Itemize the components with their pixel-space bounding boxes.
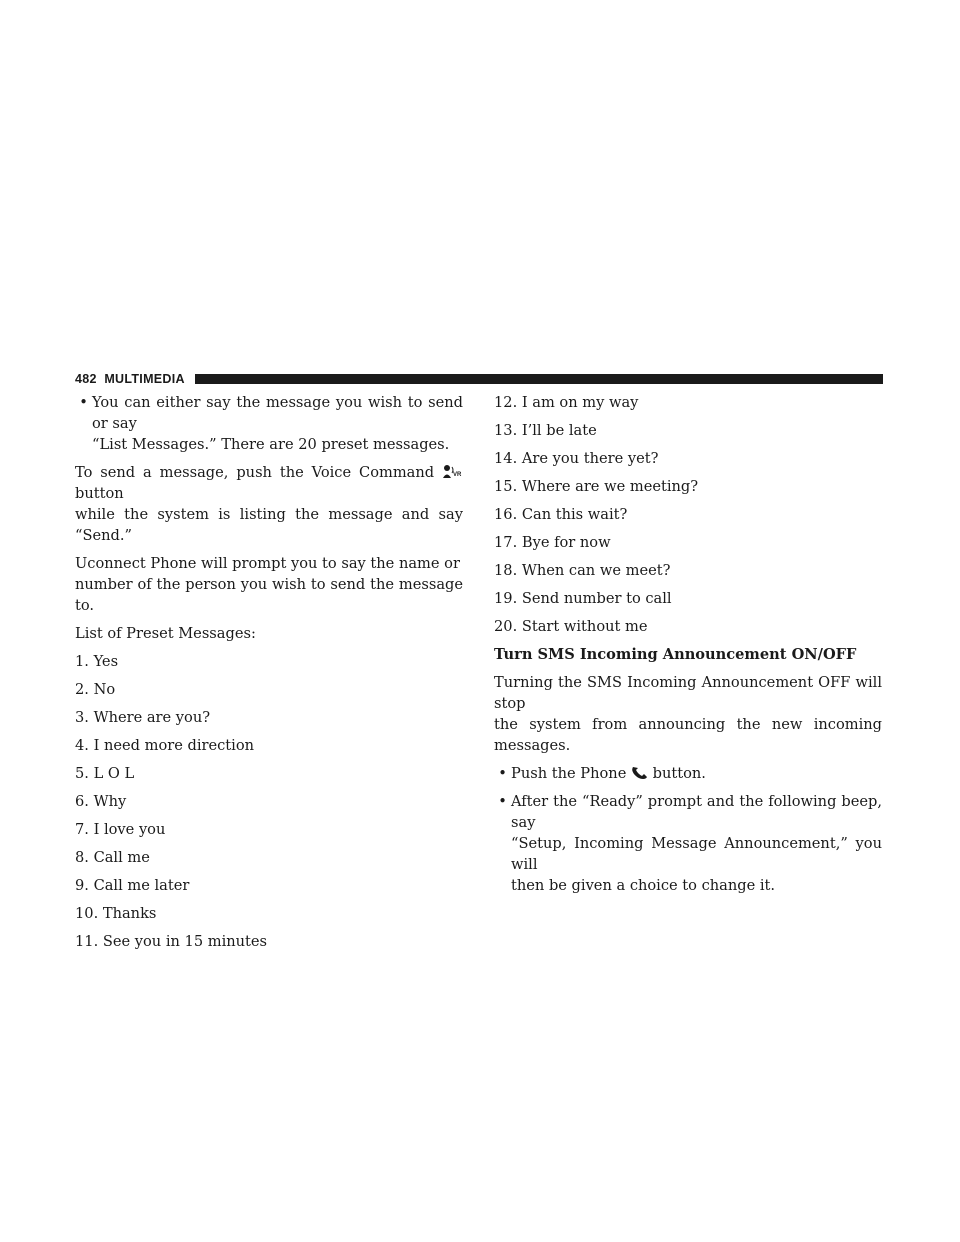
bullet-text <box>92 392 463 455</box>
section-subheading: Turn SMS Incoming Announcement ON/OFF <box>494 646 857 663</box>
page-header-label <box>75 372 185 386</box>
bullet-line: then be given a choice to change it. <box>511 877 776 894</box>
bullet-line: After the “Ready” prompt and the following beep, say <box>511 793 882 831</box>
list-item: 1. Yes <box>75 653 119 670</box>
list-title: List of Preset Messages: <box>75 625 256 642</box>
bullet-line: You can either say the message you wish to send or say <box>92 394 463 432</box>
bullet-line: “List Messages.” There are 20 preset messages. <box>92 436 450 453</box>
paragraph-text: button <box>75 485 124 502</box>
left-column <box>75 392 463 952</box>
bullet-marker: • <box>498 793 507 810</box>
bullet-setup-announcement <box>494 791 882 896</box>
right-column <box>494 392 882 896</box>
list-item: 4. I need more direction <box>75 737 255 754</box>
paragraph-text: To send a message, push the Voice Command <box>75 464 435 481</box>
list-item: 20. Start without me <box>494 618 648 635</box>
send-message-paragraph <box>75 462 463 546</box>
voice-command-icon <box>442 464 463 479</box>
svg-text:VR: VR <box>453 472 462 478</box>
list-item: 10. Thanks <box>75 905 157 922</box>
paragraph-text: Turning the SMS Incoming Announcement OFF will stop <box>494 674 882 712</box>
list-item: 15. Where are we meeting? <box>494 478 699 495</box>
preset-messages-list-left <box>75 651 463 952</box>
list-item: 9. Call me later <box>75 877 190 894</box>
list-item: 13. I’ll be late <box>494 422 597 439</box>
bullet-line: Push the Phone <box>511 765 627 782</box>
paragraph-text: the system from announcing the new incoming messages. <box>494 716 882 754</box>
section-title: MULTIMEDIA <box>104 372 185 386</box>
bullet-marker: • <box>79 394 88 411</box>
page-header <box>75 370 883 388</box>
list-item: 8. Call me <box>75 849 150 866</box>
sms-announcement-paragraph <box>494 672 882 756</box>
bullet-list-messages <box>75 392 463 455</box>
phone-icon <box>631 766 648 780</box>
bullet-marker: • <box>498 765 507 782</box>
list-item: 16. Can this wait? <box>494 506 628 523</box>
bullet-line: button. <box>652 765 706 782</box>
paragraph-text: Uconnect Phone will prompt you to say the name or <box>75 555 460 572</box>
uconnect-prompt-paragraph <box>75 553 463 616</box>
bullet-push-phone <box>494 763 882 784</box>
list-item: 2. No <box>75 681 116 698</box>
bullet-text <box>511 791 882 896</box>
paragraph-text: number of the person you wish to send the message to. <box>75 576 463 614</box>
paragraph-text: while the system is listing the message and say “Send.” <box>75 506 463 544</box>
list-item: 18. When can we meet? <box>494 562 671 579</box>
bullet-line: “Setup, Incoming Message Announcement,” you will <box>511 835 882 873</box>
list-item: 6. Why <box>75 793 127 810</box>
list-item: 14. Are you there yet? <box>494 450 659 467</box>
list-item: 5. L O L <box>75 765 135 782</box>
bullet-text <box>511 763 882 784</box>
list-item: 7. I love you <box>75 821 166 838</box>
header-rule <box>195 374 883 384</box>
list-item: 11. See you in 15 minutes <box>75 933 268 950</box>
list-item: 17. Bye for now <box>494 534 611 551</box>
page-number: 482 <box>75 372 97 386</box>
list-item: 12. I am on my way <box>494 394 639 411</box>
list-item: 19. Send number to call <box>494 590 672 607</box>
list-item: 3. Where are you? <box>75 709 211 726</box>
preset-messages-list-right <box>494 392 882 637</box>
